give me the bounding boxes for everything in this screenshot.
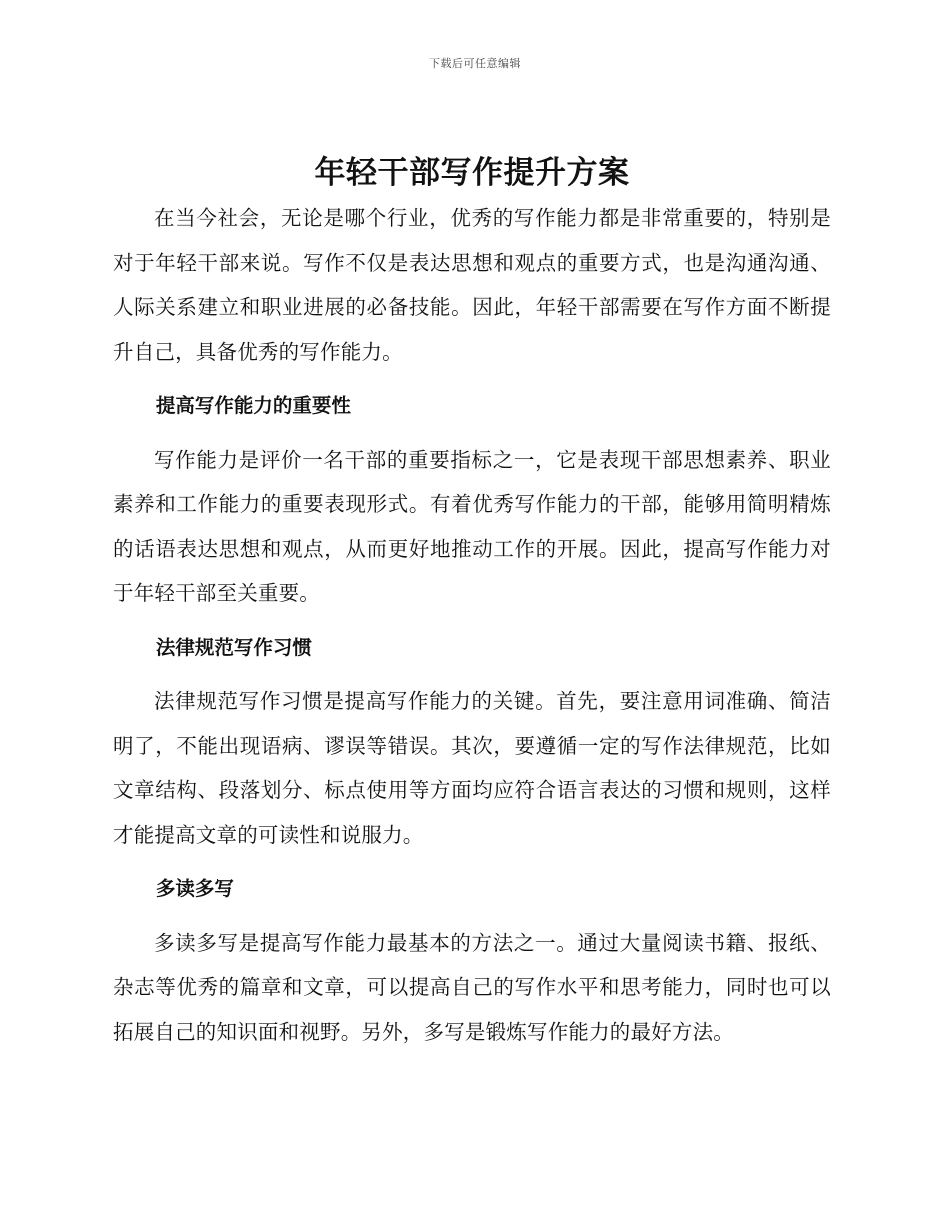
section-heading-writing-habits: 法律规范写作习惯: [155, 635, 312, 659]
header-note: 下载后可任意编辑: [429, 57, 521, 70]
section-heading-importance: 提高写作能力的重要性: [155, 394, 351, 417]
document-body: [113, 150, 831, 1054]
document-title: 年轻干部写作提升方案: [314, 155, 630, 191]
intro-paragraph: 在当今社会，无论是哪个行业，优秀的写作能力都是非常重要的，特别是对于年轻干部来说。写作不仅是表达思想和观点的重要方式，也是沟通沟通、人际关系建立和职业进展的必备技能。因此，年轻干部需要在写作方面不断提升自己，具备优秀的写作能力。: [113, 206, 831, 364]
section-body-read-write-more: 多读多写是提高写作能力最基本的方法之一。通过大量阅读书籍、报纸、杂志等优秀的篇章和文章，可以提高自己的写作水平和思考能力，同时也可以拓展自己的知识面和视野。另外，多写是锻炼写作能力的最好方法。: [113, 930, 831, 1044]
section-body-importance: 写作能力是评价一名干部的重要指标之一，它是表现干部思想素养、职业素养和工作能力的重要表现形式。有着优秀写作能力的干部，能够用简明精炼的话语表达思想和观点，从而更好地推动工作的开展。因此，提高写作能力对于年轻干部至关重要。: [113, 447, 831, 605]
section-heading-read-write-more: 多读多写: [155, 877, 234, 900]
section-body-writing-habits: 法律规范写作习惯是提高写作能力的关键。首先，要注意用词准确、简洁明了，不能出现语病、谬误等错误。其次，要遵循一定的写作法律规范，比如文章结构、段落划分、标点使用等方面均应符合语言表达的习惯和规则，这样才能提高文章的可读性和说服力。: [113, 689, 831, 847]
